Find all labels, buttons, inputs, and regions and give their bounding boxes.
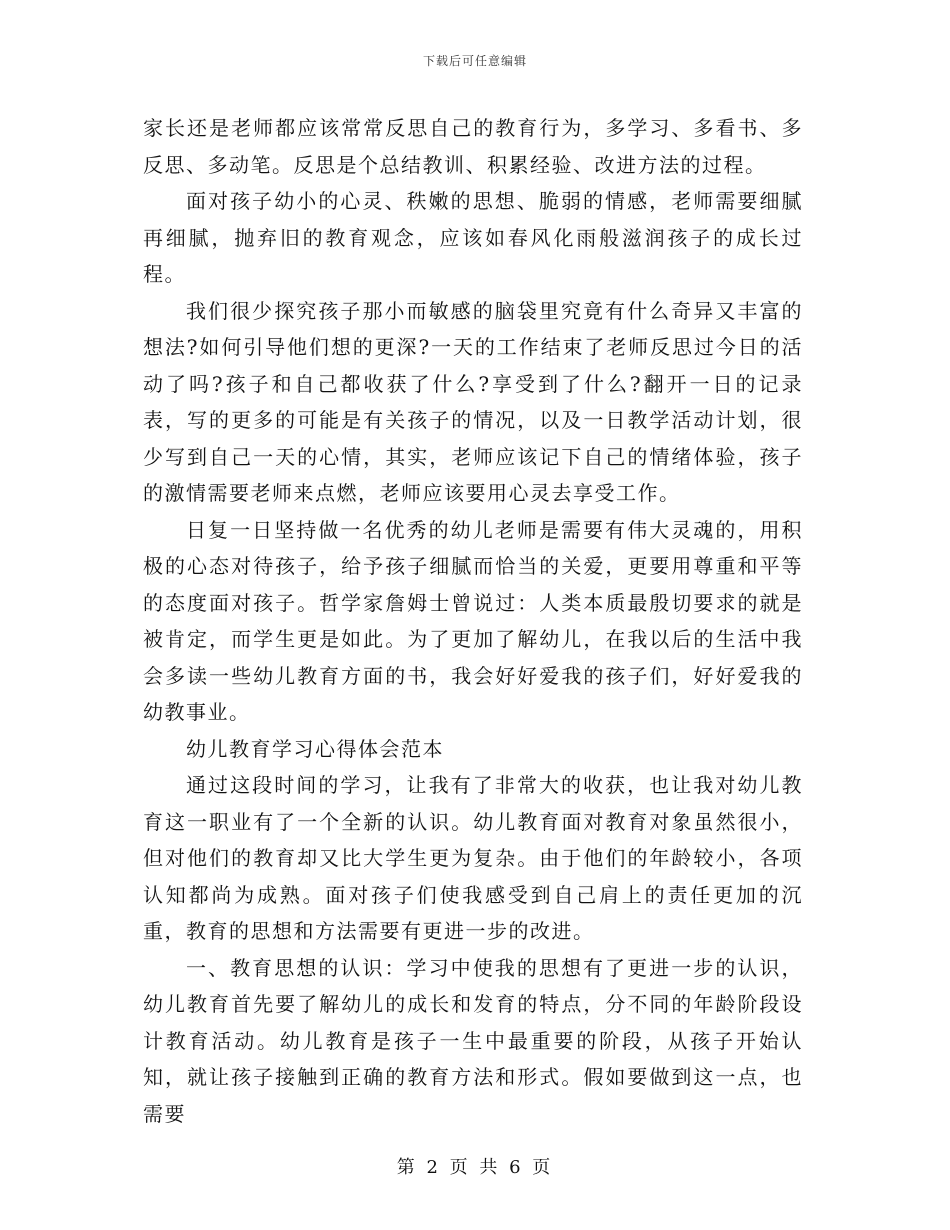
paragraph-4: 日复一日坚持做一名优秀的幼儿老师是需要有伟大灵魂的，用积极的心态对待孩子，给予孩子细腻而恰当的关爱，更要用尊重和平等的态度面对孩子。哲学家詹姆士曾说过：人类本质最殷切要求的就是被肯定，而学生更是如此。为了更加了解幼儿，在我以后的生活中我会多读一些幼儿教育方面的书，我会好好爱我的孩子们，好好爱我的幼教事业。 — [143, 517, 803, 724]
paragraph-5: 通过这段时间的学习，让我有了非常大的收获，也让我对幼儿教育这一职业有了一个全新的认识。幼儿教育面对教育对象虽然很小，但对他们的教育却又比大学生更为复杂。由于他们的年龄较小，各项认知都尚为成熟。面对孩子们使我感受到自己肩上的责任更加的沉重，教育的思想和方法需要有更进一步的改进。 — [143, 773, 803, 943]
page-number-footer: 第 2 页 共 6 页 — [396, 1157, 554, 1178]
section-title: 幼儿教育学习心得体会范本 — [186, 736, 444, 761]
paragraph-6: 一、教育思想的认识：学习中使我的思想有了更进一步的认识，幼儿教育首先要了解幼儿的成长和发育的特点，分不同的年龄阶段设计教育活动。幼儿教育是孩子一生中最重要的阶段，从孩子开始认知，就让孩子接触到正确的教育方法和形式。假如要做到这一点，也需要 — [143, 955, 803, 1126]
page-header: 下载后可任意编辑 — [422, 54, 527, 68]
paragraph-3: 我们很少探究孩子那小而敏感的脑袋里究竟有什么奇异又丰富的想法?如何引导他们想的更深?一天的工作结束了老师反思过今日的活动了吗?孩子和自己都收获了什么?享受到了什么?翻开一日的记录表，写的更多的可能是有关孩子的情况，以及一日教学活动计划，很少写到自己一天的心情，其实，老师应该记下自己的情绪体验，孩子的激情需要老师来点燃，老师应该要用心灵去享受工作。 — [143, 298, 803, 505]
paragraph-1: 家长还是老师都应该常常反思自己的教育行为，多学习、多看书、多反思、多动笔。反思是个总结教训、积累经验、改进方法的过程。 — [143, 116, 803, 177]
paragraph-2: 面对孩子幼小的心灵、秩嫩的思想、脆弱的情感，老师需要细腻再细腻，抛弃旧的教育观念，应该如春风化雨般滋润孩子的成长过程。 — [143, 189, 803, 286]
document-body — [143, 110, 803, 1132]
